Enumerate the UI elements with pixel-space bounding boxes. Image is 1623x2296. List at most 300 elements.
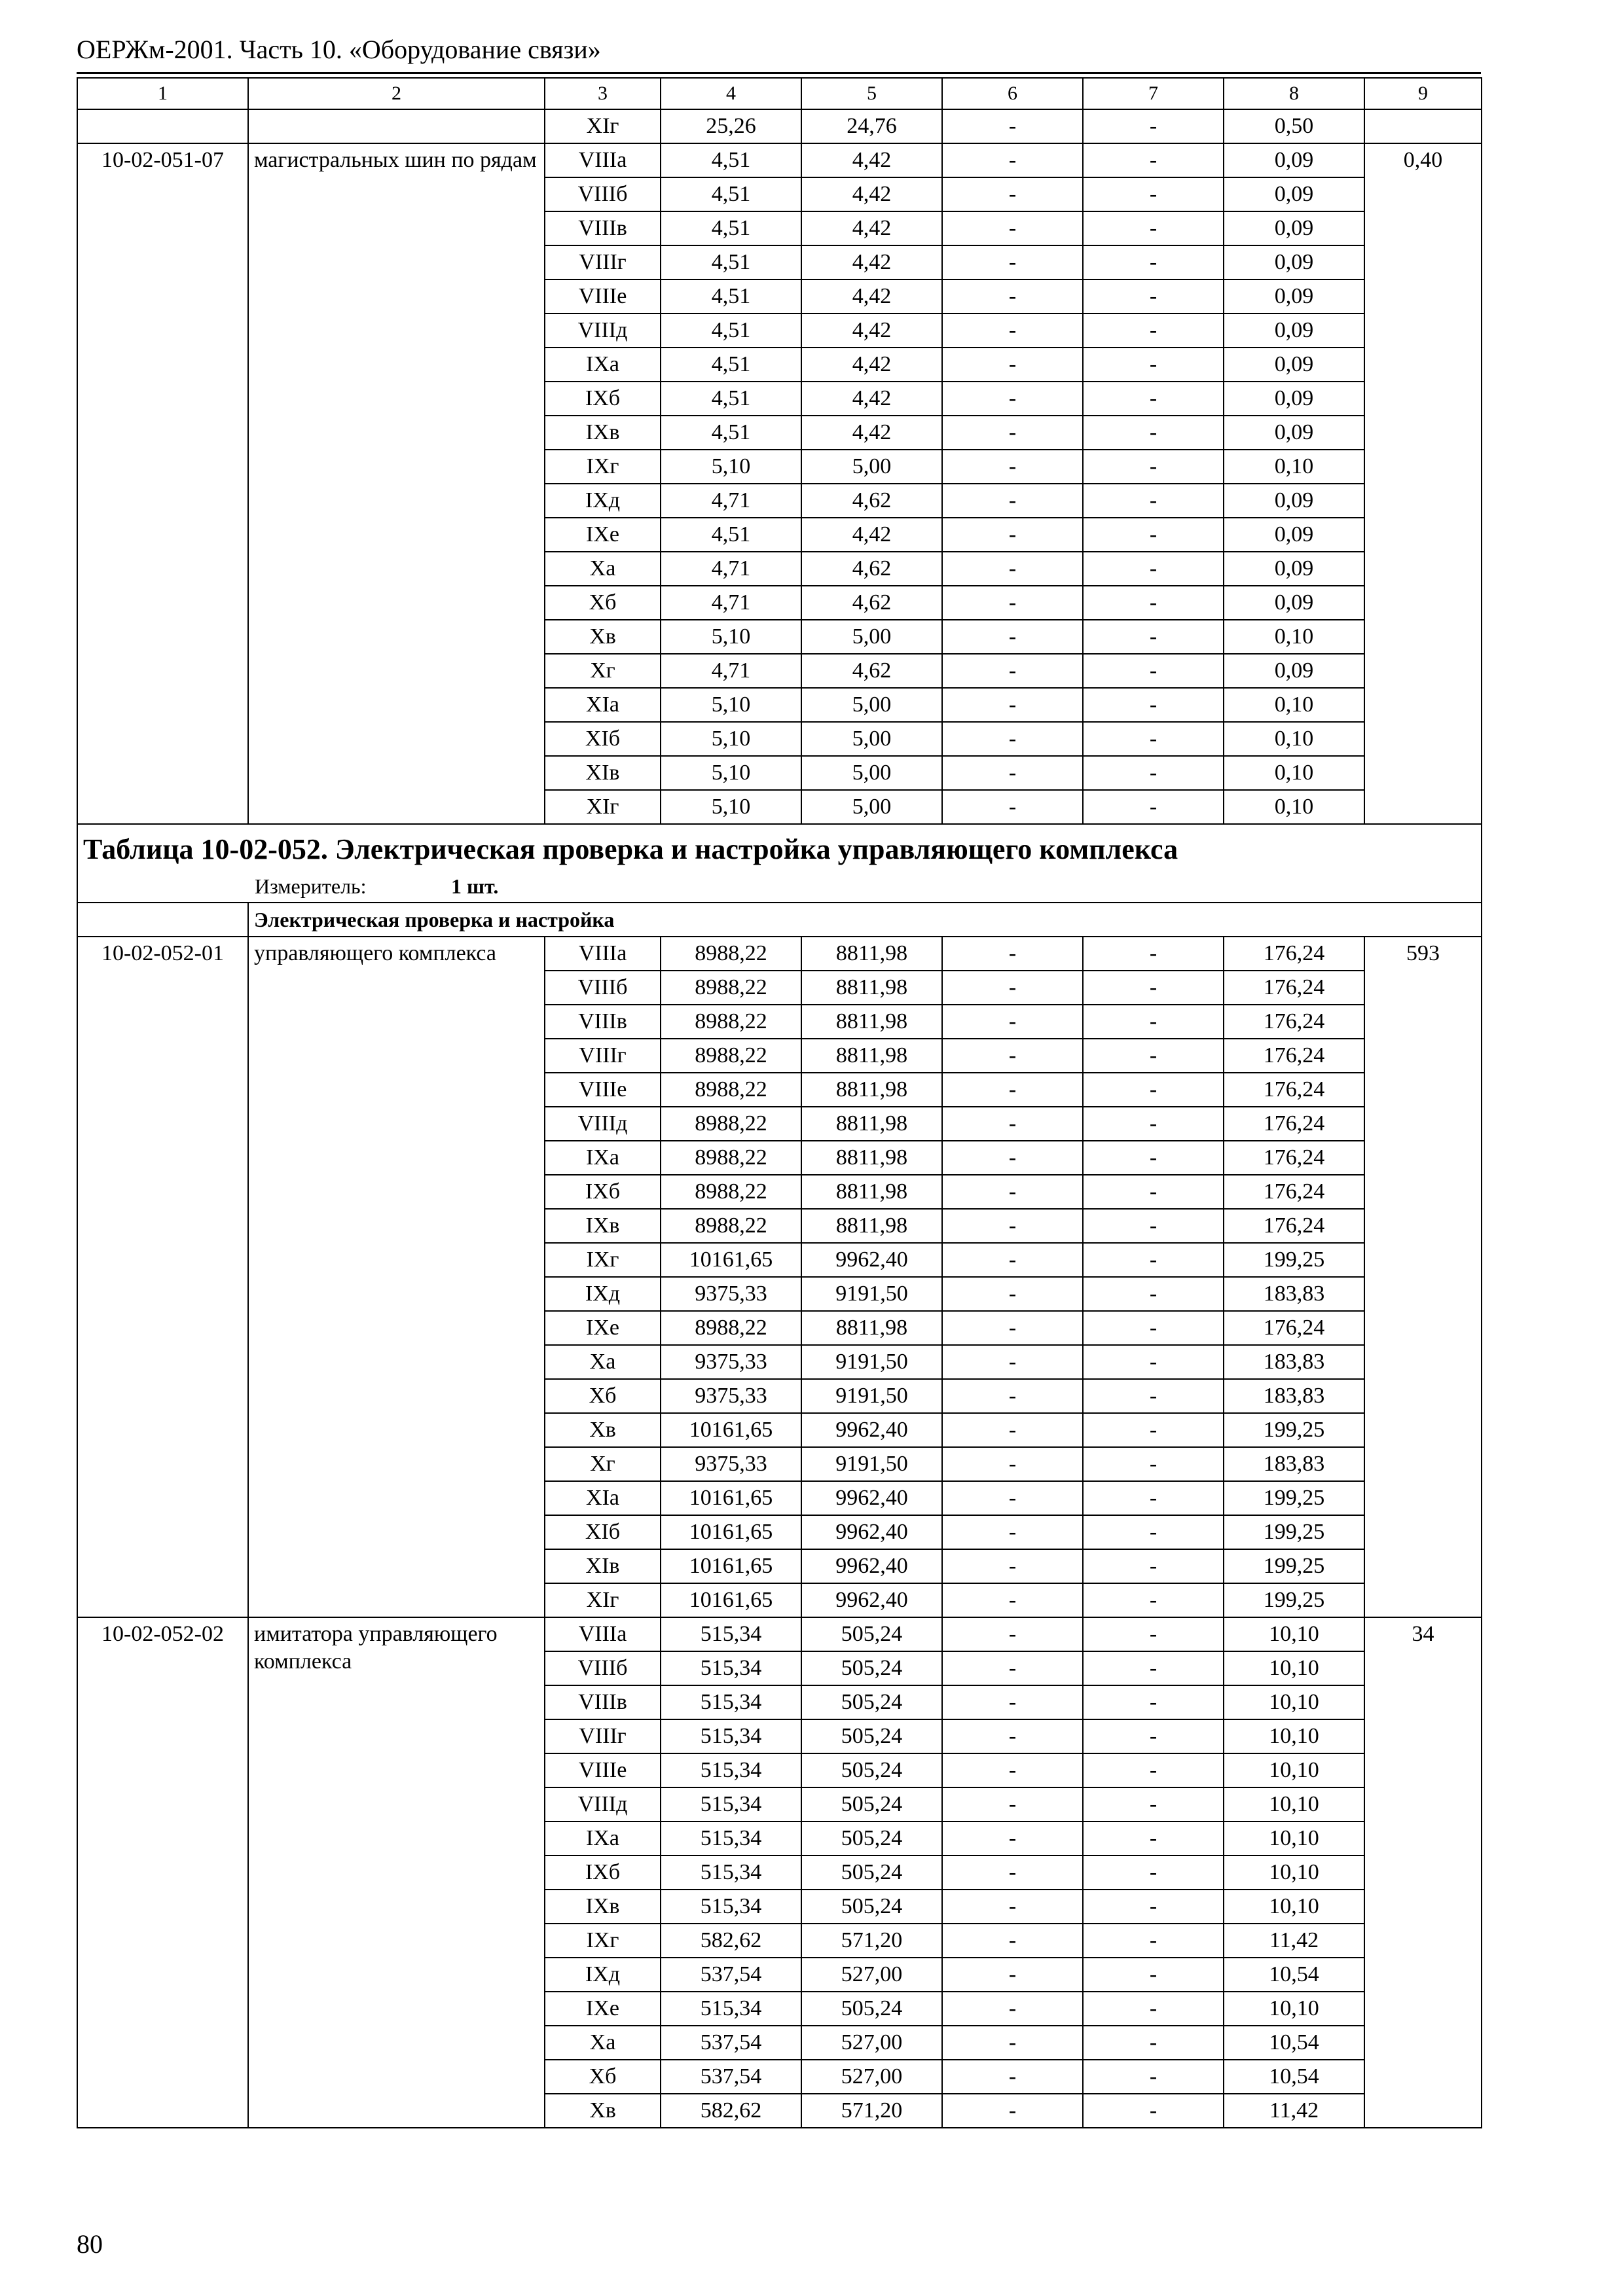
value-cell: -: [942, 1651, 1083, 1685]
column-header: 9: [1364, 78, 1482, 109]
col9-value: 593: [1364, 937, 1482, 1617]
value-cell: 527,00: [801, 2060, 942, 2094]
value-cell: -: [942, 279, 1083, 314]
value-cell: -: [1083, 211, 1224, 245]
measure-label: Измеритель:: [255, 874, 367, 898]
value-cell: -: [1083, 1005, 1224, 1039]
value-cell: 5,00: [801, 620, 942, 654]
value-cell: -: [1083, 620, 1224, 654]
value-cell: 505,24: [801, 1821, 942, 1856]
zone-cell: XIб: [545, 1515, 661, 1549]
value-cell: 5,10: [661, 688, 801, 722]
value-cell: 0,09: [1224, 314, 1364, 348]
value-cell: -: [1083, 971, 1224, 1005]
value-cell: 527,00: [801, 1958, 942, 1992]
value-cell: 8811,98: [801, 1039, 942, 1073]
value-cell: -: [1083, 484, 1224, 518]
value-cell: -: [942, 1141, 1083, 1175]
value-cell: -: [1083, 688, 1224, 722]
value-cell: -: [1083, 1311, 1224, 1345]
value-cell: -: [1083, 1039, 1224, 1073]
value-cell: 515,34: [661, 1685, 801, 1719]
zone-cell: IXв: [545, 416, 661, 450]
value-cell: 5,10: [661, 620, 801, 654]
value-cell: 8811,98: [801, 937, 942, 971]
zone-cell: Xв: [545, 620, 661, 654]
value-cell: 8988,22: [661, 1005, 801, 1039]
value-cell: 505,24: [801, 1651, 942, 1685]
value-cell: -: [1083, 1379, 1224, 1413]
value-cell: 9375,33: [661, 1345, 801, 1379]
value-cell: -: [942, 1107, 1083, 1141]
value-cell: 10,10: [1224, 1890, 1364, 1924]
value-cell: -: [942, 1753, 1083, 1787]
zone-cell: XIг: [545, 1583, 661, 1617]
zone-cell: IXд: [545, 484, 661, 518]
value-cell: 10161,65: [661, 1413, 801, 1447]
column-header: 8: [1224, 78, 1364, 109]
value-cell: -: [942, 1787, 1083, 1821]
value-cell: -: [942, 1413, 1083, 1447]
value-cell: 8811,98: [801, 1141, 942, 1175]
value-cell: -: [942, 756, 1083, 790]
value-cell: 8811,98: [801, 1073, 942, 1107]
value-cell: 10,10: [1224, 1856, 1364, 1890]
value-cell: -: [942, 971, 1083, 1005]
value-cell: 4,42: [801, 245, 942, 279]
value-cell: -: [942, 2026, 1083, 2060]
table-row: [77, 143, 1482, 177]
value-cell: -: [1083, 1141, 1224, 1175]
value-cell: 5,00: [801, 450, 942, 484]
value-cell: 9191,50: [801, 1345, 942, 1379]
value-cell: 0,09: [1224, 177, 1364, 211]
zone-cell: VIIIе: [545, 279, 661, 314]
value-cell: -: [942, 1821, 1083, 1856]
zone-cell: IXд: [545, 1277, 661, 1311]
zone-cell: IXв: [545, 1890, 661, 1924]
measure-value: 1 шт.: [451, 874, 499, 898]
value-cell: 10161,65: [661, 1515, 801, 1549]
value-cell: -: [1083, 245, 1224, 279]
value-cell: 4,51: [661, 518, 801, 552]
value-cell: -: [942, 1073, 1083, 1107]
value-cell: -: [1083, 937, 1224, 971]
value-cell: 4,51: [661, 348, 801, 382]
value-cell: 8988,22: [661, 1175, 801, 1209]
value-cell: 537,54: [661, 1958, 801, 1992]
value-cell: -: [1083, 382, 1224, 416]
value-cell: 515,34: [661, 1651, 801, 1685]
value-cell: 9962,40: [801, 1481, 942, 1515]
value-cell: -: [942, 450, 1083, 484]
value-cell: 10,10: [1224, 1992, 1364, 2026]
value-cell: 9962,40: [801, 1243, 942, 1277]
value-cell: 8988,22: [661, 1107, 801, 1141]
value-cell: 183,83: [1224, 1379, 1364, 1413]
value-cell: -: [1083, 586, 1224, 620]
name-cell: [248, 109, 545, 143]
value-cell: -: [1083, 1481, 1224, 1515]
value-cell: -: [942, 1039, 1083, 1073]
value-cell: -: [1083, 552, 1224, 586]
value-cell: -: [942, 1277, 1083, 1311]
value-cell: 9962,40: [801, 1413, 942, 1447]
value-cell: 8811,98: [801, 1209, 942, 1243]
value-cell: 0,10: [1224, 688, 1364, 722]
zone-cell: IXб: [545, 1856, 661, 1890]
value-cell: -: [942, 937, 1083, 971]
value-cell: -: [942, 1890, 1083, 1924]
value-cell: -: [1083, 1719, 1224, 1753]
value-cell: -: [1083, 1447, 1224, 1481]
value-cell: 8811,98: [801, 1005, 942, 1039]
zone-cell: XIв: [545, 1549, 661, 1583]
value-cell: -: [942, 1447, 1083, 1481]
zone-cell: IXб: [545, 382, 661, 416]
value-cell: -: [942, 382, 1083, 416]
value-cell: 9962,40: [801, 1549, 942, 1583]
value-cell: -: [1083, 1515, 1224, 1549]
value-cell: 505,24: [801, 1617, 942, 1651]
value-cell: 199,25: [1224, 1583, 1364, 1617]
value-cell: 4,62: [801, 552, 942, 586]
zone-cell: VIIIб: [545, 177, 661, 211]
value-cell: -: [1083, 1107, 1224, 1141]
value-cell: -: [942, 722, 1083, 756]
value-cell: 4,42: [801, 382, 942, 416]
value-cell: 183,83: [1224, 1447, 1364, 1481]
column-header: 1: [77, 78, 248, 109]
value-cell: -: [1083, 314, 1224, 348]
value-cell: -: [1083, 1175, 1224, 1209]
value-cell: -: [1083, 756, 1224, 790]
value-cell: 0,10: [1224, 722, 1364, 756]
value-cell: 10,10: [1224, 1685, 1364, 1719]
value-cell: 515,34: [661, 1821, 801, 1856]
zone-cell: VIIIд: [545, 1107, 661, 1141]
value-cell: 505,24: [801, 1719, 942, 1753]
value-cell: 10161,65: [661, 1481, 801, 1515]
value-cell: 5,00: [801, 756, 942, 790]
value-cell: 9191,50: [801, 1277, 942, 1311]
zone-cell: VIIIе: [545, 1073, 661, 1107]
zone-cell: VIIIд: [545, 314, 661, 348]
value-cell: -: [942, 1345, 1083, 1379]
value-cell: 4,51: [661, 382, 801, 416]
value-cell: 10,10: [1224, 1651, 1364, 1685]
value-cell: 0,09: [1224, 348, 1364, 382]
value-cell: -: [942, 416, 1083, 450]
rate-code: 10-02-052-02: [77, 1617, 248, 2128]
value-cell: -: [942, 1992, 1083, 2026]
zone-cell: VIIIа: [545, 937, 661, 971]
value-cell: 8811,98: [801, 1175, 942, 1209]
value-cell: 0,09: [1224, 143, 1364, 177]
value-cell: -: [1083, 790, 1224, 824]
zone-cell: IXв: [545, 1209, 661, 1243]
value-cell: 5,00: [801, 790, 942, 824]
value-cell: -: [942, 1549, 1083, 1583]
value-cell: 0,09: [1224, 245, 1364, 279]
value-cell: 537,54: [661, 2026, 801, 2060]
zone-cell: XIг: [545, 109, 661, 143]
col9-value: 0,40: [1364, 143, 1482, 824]
value-cell: 5,10: [661, 722, 801, 756]
value-cell: -: [942, 1481, 1083, 1515]
value-cell: -: [1083, 1753, 1224, 1787]
value-cell: -: [1083, 2094, 1224, 2128]
zone-cell: Xа: [545, 1345, 661, 1379]
zone-cell: IXа: [545, 1141, 661, 1175]
value-cell: 505,24: [801, 1992, 942, 2026]
value-cell: 0,10: [1224, 450, 1364, 484]
value-cell: -: [942, 790, 1083, 824]
zone-cell: Xв: [545, 1413, 661, 1447]
value-cell: -: [1083, 1856, 1224, 1890]
value-cell: 515,34: [661, 1856, 801, 1890]
value-cell: 4,42: [801, 314, 942, 348]
zone-cell: VIIIв: [545, 1005, 661, 1039]
value-cell: 176,24: [1224, 937, 1364, 971]
section-title: Электрическая проверка и настройка: [248, 903, 1482, 937]
zone-cell: VIIIб: [545, 1651, 661, 1685]
value-cell: 8988,22: [661, 1209, 801, 1243]
zone-cell: Xб: [545, 1379, 661, 1413]
zone-cell: VIIIг: [545, 245, 661, 279]
value-cell: 10161,65: [661, 1549, 801, 1583]
value-cell: -: [942, 245, 1083, 279]
value-cell: 199,25: [1224, 1481, 1364, 1515]
value-cell: -: [942, 143, 1083, 177]
value-cell: 515,34: [661, 1617, 801, 1651]
continuation-row: [77, 109, 1482, 143]
zone-cell: XIа: [545, 1481, 661, 1515]
value-cell: -: [1083, 1890, 1224, 1924]
value-cell: 10,10: [1224, 1821, 1364, 1856]
value-cell: 183,83: [1224, 1277, 1364, 1311]
value-cell: -: [1083, 1617, 1224, 1651]
value-cell: -: [1083, 1413, 1224, 1447]
value-cell: 25,26: [661, 109, 801, 143]
zone-cell: Xа: [545, 2026, 661, 2060]
value-cell: -: [942, 1175, 1083, 1209]
zone-cell: VIIIд: [545, 1787, 661, 1821]
value-cell: 10,54: [1224, 1958, 1364, 1992]
value-cell: 176,24: [1224, 1175, 1364, 1209]
value-cell: -: [942, 518, 1083, 552]
value-cell: 9191,50: [801, 1447, 942, 1481]
value-cell: -: [942, 2060, 1083, 2094]
value-cell: -: [1083, 1992, 1224, 2026]
value-cell: -: [1083, 722, 1224, 756]
value-cell: 0,09: [1224, 518, 1364, 552]
value-cell: 4,51: [661, 177, 801, 211]
zone-cell: Xв: [545, 2094, 661, 2128]
value-cell: 9962,40: [801, 1583, 942, 1617]
value-cell: 582,62: [661, 1924, 801, 1958]
zone-cell: IXе: [545, 518, 661, 552]
value-cell: 515,34: [661, 1890, 801, 1924]
rate-code: 10-02-052-01: [77, 937, 248, 1617]
value-cell: 199,25: [1224, 1243, 1364, 1277]
value-cell: 8988,22: [661, 1311, 801, 1345]
value-cell: -: [942, 484, 1083, 518]
value-cell: 0,09: [1224, 654, 1364, 688]
value-cell: 176,24: [1224, 971, 1364, 1005]
zone-cell: VIIIа: [545, 143, 661, 177]
value-cell: 4,62: [801, 586, 942, 620]
value-cell: 5,10: [661, 450, 801, 484]
zone-cell: Xг: [545, 1447, 661, 1481]
value-cell: 537,54: [661, 2060, 801, 2094]
value-cell: -: [1083, 1651, 1224, 1685]
value-cell: 8988,22: [661, 1141, 801, 1175]
value-cell: -: [1083, 2060, 1224, 2094]
value-cell: -: [1083, 279, 1224, 314]
column-header: 7: [1083, 78, 1224, 109]
value-cell: 0,09: [1224, 552, 1364, 586]
value-cell: 505,24: [801, 1890, 942, 1924]
value-cell: 4,42: [801, 211, 942, 245]
column-header: 6: [942, 78, 1083, 109]
value-cell: 10,54: [1224, 2026, 1364, 2060]
zone-cell: VIIIб: [545, 971, 661, 1005]
value-cell: 505,24: [801, 1685, 942, 1719]
value-cell: 515,34: [661, 1753, 801, 1787]
table-title-cell: [77, 824, 1482, 903]
value-cell: 4,71: [661, 586, 801, 620]
value-cell: 505,24: [801, 1787, 942, 1821]
value-cell: -: [1083, 1583, 1224, 1617]
value-cell: 176,24: [1224, 1073, 1364, 1107]
value-cell: -: [1083, 1243, 1224, 1277]
zone-cell: IXг: [545, 1924, 661, 1958]
value-cell: -: [942, 1958, 1083, 1992]
value-cell: -: [1083, 1924, 1224, 1958]
value-cell: [1364, 109, 1482, 143]
value-cell: 5,00: [801, 688, 942, 722]
value-cell: 9375,33: [661, 1379, 801, 1413]
table-title-row: [77, 824, 1482, 903]
rate-code: 10-02-051-07: [77, 143, 248, 824]
value-cell: 515,34: [661, 1992, 801, 2026]
zone-cell: VIIIа: [545, 1617, 661, 1651]
value-cell: -: [1083, 348, 1224, 382]
zone-cell: Xб: [545, 2060, 661, 2094]
value-cell: -: [942, 177, 1083, 211]
table-row: [77, 937, 1482, 971]
rates-table: [77, 77, 1482, 2128]
value-cell: 571,20: [801, 1924, 942, 1958]
value-cell: 199,25: [1224, 1515, 1364, 1549]
zone-cell: VIIIв: [545, 1685, 661, 1719]
value-cell: 10,10: [1224, 1787, 1364, 1821]
value-cell: 10161,65: [661, 1243, 801, 1277]
value-cell: 0,09: [1224, 484, 1364, 518]
page-number: 80: [77, 2229, 103, 2259]
value-cell: 582,62: [661, 2094, 801, 2128]
value-cell: 11,42: [1224, 1924, 1364, 1958]
value-cell: 4,51: [661, 314, 801, 348]
rate-name: управляющего комплекса: [248, 937, 545, 1617]
page-header-title: ОЕРЖм-2001. Часть 10. «Оборудование связи»: [77, 35, 601, 64]
value-cell: -: [942, 2094, 1083, 2128]
value-cell: 0,10: [1224, 756, 1364, 790]
rate-name: магистральных шин по рядам: [248, 143, 545, 824]
value-cell: 0,10: [1224, 790, 1364, 824]
value-cell: 10,10: [1224, 1753, 1364, 1787]
value-cell: 0,09: [1224, 382, 1364, 416]
code-cell: [77, 109, 248, 143]
value-cell: 4,42: [801, 177, 942, 211]
zone-cell: XIг: [545, 790, 661, 824]
column-header-row: [77, 78, 1482, 109]
value-cell: 515,34: [661, 1719, 801, 1753]
value-cell: 4,42: [801, 518, 942, 552]
value-cell: -: [942, 620, 1083, 654]
value-cell: 8988,22: [661, 1073, 801, 1107]
value-cell: -: [942, 109, 1083, 143]
value-cell: 176,24: [1224, 1141, 1364, 1175]
value-cell: 527,00: [801, 2026, 942, 2060]
zone-cell: Xб: [545, 586, 661, 620]
value-cell: -: [1083, 177, 1224, 211]
zone-cell: VIIIг: [545, 1719, 661, 1753]
value-cell: 4,51: [661, 245, 801, 279]
value-cell: -: [942, 1311, 1083, 1345]
value-cell: 5,10: [661, 790, 801, 824]
value-cell: 0,09: [1224, 211, 1364, 245]
rates-table-body: [77, 78, 1482, 2128]
value-cell: 5,10: [661, 756, 801, 790]
zone-cell: VIIIг: [545, 1039, 661, 1073]
value-cell: 505,24: [801, 1856, 942, 1890]
zone-cell: Xг: [545, 654, 661, 688]
zone-cell: IXг: [545, 1243, 661, 1277]
value-cell: 10,54: [1224, 2060, 1364, 2094]
zone-cell: IXг: [545, 450, 661, 484]
value-cell: 8811,98: [801, 1107, 942, 1141]
value-cell: -: [942, 1005, 1083, 1039]
value-cell: -: [942, 348, 1083, 382]
value-cell: 10161,65: [661, 1583, 801, 1617]
column-header: 3: [545, 78, 661, 109]
value-cell: 176,24: [1224, 1005, 1364, 1039]
zone-cell: VIIIв: [545, 211, 661, 245]
value-cell: -: [1083, 143, 1224, 177]
value-cell: 4,42: [801, 143, 942, 177]
value-cell: -: [1083, 654, 1224, 688]
value-cell: 9375,33: [661, 1447, 801, 1481]
value-cell: 4,42: [801, 348, 942, 382]
value-cell: -: [1083, 1685, 1224, 1719]
value-cell: 4,51: [661, 211, 801, 245]
zone-cell: IXе: [545, 1992, 661, 2026]
section-row: [77, 903, 1482, 937]
column-header: 2: [248, 78, 545, 109]
value-cell: 9191,50: [801, 1379, 942, 1413]
value-cell: 183,83: [1224, 1345, 1364, 1379]
value-cell: 4,42: [801, 416, 942, 450]
value-cell: -: [1083, 1787, 1224, 1821]
value-cell: 10,10: [1224, 1719, 1364, 1753]
rate-name: имитатора управляющего комплекса: [248, 1617, 545, 2128]
value-cell: 8988,22: [661, 937, 801, 971]
value-cell: 5,00: [801, 722, 942, 756]
value-cell: -: [1083, 450, 1224, 484]
value-cell: 4,71: [661, 552, 801, 586]
